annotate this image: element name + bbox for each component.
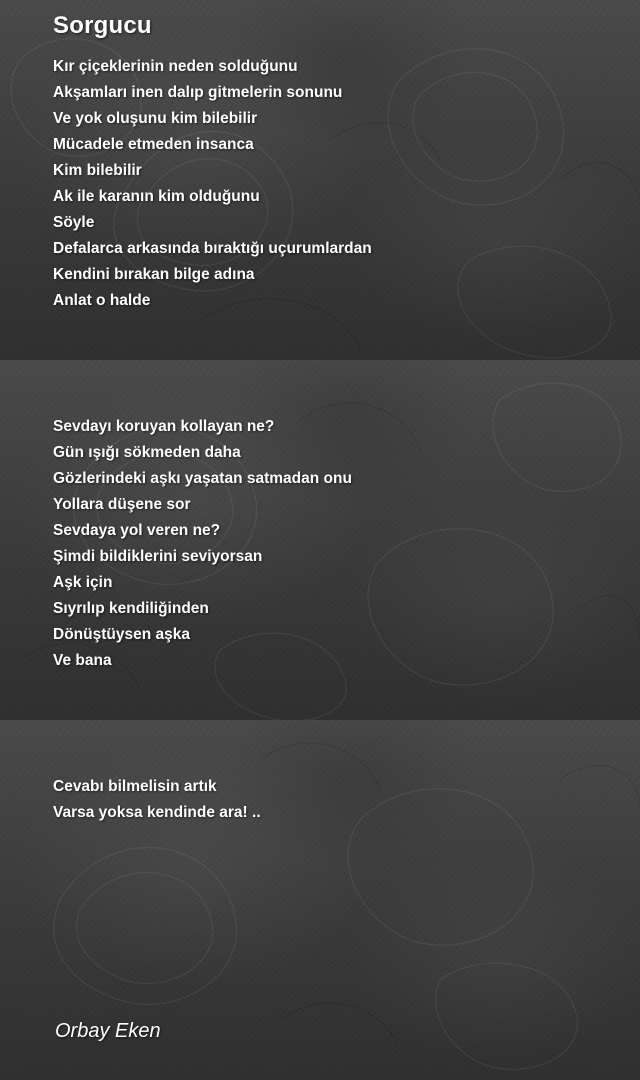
poem-title: Sorgucu (53, 12, 152, 39)
poem-line: Söyle (53, 214, 95, 231)
poem-line: Şimdi bildiklerini seviyorsan (53, 548, 263, 565)
poem-line: Ak ile karanın kim olduğunu (53, 188, 260, 205)
stanza-3 (53, 774, 261, 826)
poem-line: Kır çiçeklerinin neden solduğunu (53, 58, 298, 75)
poem-line: Sıyrılıp kendiliğinden (53, 600, 209, 617)
poem-line: Aşk için (53, 574, 113, 591)
poem-panel-3 (0, 720, 640, 1080)
poem-panel-2 (0, 360, 640, 720)
poem-line: Cevabı bilmelisin artık (53, 778, 217, 795)
poem-line: Gözlerindeki aşkı yaşatan satmadan onu (53, 470, 352, 487)
stanza-1 (53, 54, 372, 314)
poem-panel-1 (0, 0, 640, 360)
stanza-2 (53, 414, 352, 674)
poem-line: Varsa yoksa kendinde ara! .. (53, 804, 261, 821)
poem-line: Dönüştüysen aşka (53, 626, 190, 643)
poem-line: Kendini bırakan bilge adına (53, 266, 255, 283)
poem-line: Anlat o halde (53, 292, 151, 309)
poem-author: Orbay Eken (55, 1020, 161, 1042)
poem-line: Akşamları inen dalıp gitmelerin sonunu (53, 84, 343, 101)
poem-line: Mücadele etmeden insanca (53, 136, 254, 153)
poem-line: Sevdaya yol veren ne? (53, 522, 221, 539)
poem-line: Kim bilebilir (53, 162, 142, 179)
poem-line: Yollara düşene sor (53, 496, 191, 513)
poem-line: Ve yok oluşunu kim bilebilir (53, 110, 258, 127)
poem-line: Defalarca arkasında bıraktığı uçurumlardan (53, 240, 372, 257)
poem-line: Sevdayı koruyan kollayan ne? (53, 418, 275, 435)
poem-line: Gün ışığı sökmeden daha (53, 444, 241, 461)
poem-line: Ve bana (53, 652, 112, 669)
